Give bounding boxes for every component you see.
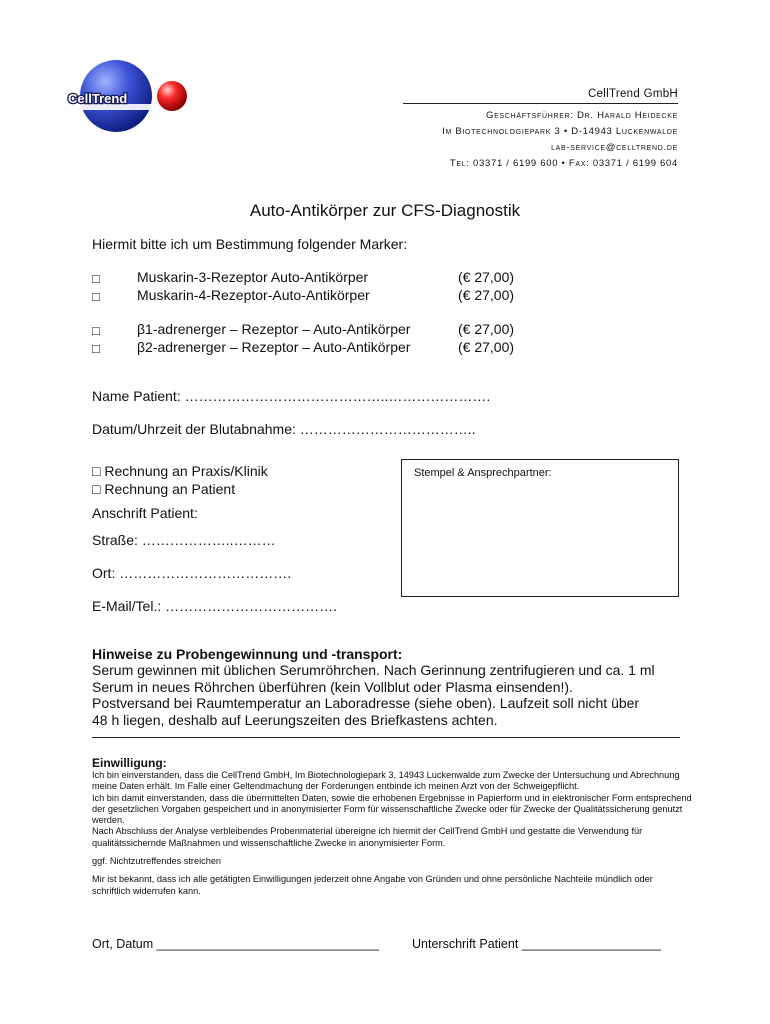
marker-price-b1: (€ 27,00): [458, 321, 515, 337]
consent-section: [92, 756, 692, 897]
patient-name-field[interactable]: Name Patient: ……………………………………..………………….: [92, 388, 491, 404]
marker-price-b2: (€ 27,00): [458, 339, 515, 355]
header-address: Im Biotechnologiepark 3 • D-14943 Luckenwalde: [442, 126, 678, 137]
consent-heading: Einwilligung:: [92, 756, 167, 770]
place-date-signature-line[interactable]: Ort, Datum ________________________________: [92, 937, 380, 951]
patient-signature-line[interactable]: Unterschrift Patient ____________________: [412, 937, 661, 951]
marker-label-m4: Muskarin-4-Rezeptor-Auto-Antikörper: [137, 287, 370, 303]
street-field[interactable]: Straße: ………………..………: [92, 532, 276, 548]
marker-label-b1: β1-adrenerger – Rezeptor – Auto-Antikörper: [137, 321, 411, 337]
patient-address-label: Anschrift Patient:: [92, 505, 198, 521]
instructions-line: 48 h liegen, deshalb auf Leerungszeiten des Briefkastens achten.: [92, 711, 498, 728]
stamp-box[interactable]: [401, 459, 679, 597]
header-divider: [403, 103, 678, 104]
header-email: lab-service@celltrend.de: [551, 142, 678, 153]
celltrend-logo: [60, 58, 200, 138]
header-phone-fax: Tel: 03371 / 6199 600 • Fax: 03371 / 6199 604: [449, 158, 678, 169]
form-title: Auto-Antikörper zur CFS-Diagnostik: [249, 201, 521, 220]
section-divider: [92, 737, 680, 738]
consent-paragraph-storage: Ich bin damit einverstanden, dass die übermittelten Daten, sowie die erhobenen Ergebnisse in Papierform und in elektronischer Form entsprechend der gesetzlichen Vorgaben gespeichert und in anonymisierter Form für wissenschaftliche Zwecke oder für Zwecke der Qualitätssicherung genutzt werden.: [92, 792, 692, 826]
marker-label-b2: β2-adrenerger – Rezeptor – Auto-Antikörper: [137, 339, 411, 355]
invoice-option-patient[interactable]: □ Rechnung an Patient: [92, 481, 236, 497]
marker-price-m3: (€ 27,00): [458, 269, 515, 285]
email-phone-field[interactable]: E-Mail/Tel.: ……………………………….: [92, 598, 338, 614]
marker-checkbox-m4[interactable]: □: [92, 289, 100, 304]
city-field[interactable]: Ort: ……………………………….: [92, 565, 292, 581]
stamp-label: Stempel & Ansprechpartner:: [414, 467, 552, 479]
instructions-line: Postversand bei Raumtemperatur an Laboradresse (siehe oben). Laufzeit soll nicht über: [92, 695, 640, 712]
instructions-line: Serum in neues Röhrchen überführen (kein Vollblut oder Plasma einsenden!).: [92, 678, 573, 695]
logo-text: CellTrend: [68, 91, 128, 106]
consent-paragraph-material: Nach Abschluss der Analyse verbleibendes Probenmaterial übereigne ich hiermit der CellTrend GmbH und gestatte die Verwendung für qualitätssichernde Maßnahmen und wissenschaftliche Zwecke in anonymisierter Form.: [92, 826, 643, 848]
marker-checkbox-b1[interactable]: □: [92, 323, 100, 338]
marker-label-m3: Muskarin-3-Rezeptor Auto-Antikörper: [137, 269, 369, 285]
invoice-option-practice[interactable]: □ Rechnung an Praxis/Klinik: [92, 463, 268, 479]
company-name: CellTrend GmbH: [587, 88, 678, 100]
instructions-heading: Hinweise zu Probengewinnung und -transport:: [92, 646, 403, 662]
instructions-line: Serum gewinnen mit üblichen Serumröhrchen. Nach Gerinnung zentrifugieren und ca. 1 ml: [92, 662, 655, 679]
marker-price-m4: (€ 27,00): [458, 287, 515, 303]
consent-revocation: Mir ist bekannt, dass ich alle getätigten Einwilligungen jederzeit ohne Angabe von Gründen und ohne persönliche Nachteile mündlich oder schriftlich widerrufen kann.: [92, 874, 653, 896]
marker-checkbox-b2[interactable]: □: [92, 341, 100, 356]
intro-text: Hiermit bitte ich um Bestimmung folgender Marker:: [92, 236, 408, 252]
consent-strike-note: ggf. Nichtzutreffendes streichen: [92, 856, 222, 867]
header-manager: Geschäftsführer: Dr. Harald Heidecke: [486, 110, 678, 121]
sample-instructions: [92, 646, 692, 728]
blood-draw-datetime-field[interactable]: Datum/Uhrzeit der Blutabnahme: ………………………………..: [92, 421, 476, 437]
marker-checkbox-m3[interactable]: □: [92, 271, 100, 286]
consent-paragraph-data: Ich bin einverstanden, dass die CellTrend GmbH, Im Biotechnologiepark 3, 14943 Luckenwalde zum Zwecke der Untersuchung und Abrechnung meine Daten erhält. Im Falle einer Geltendmachung der Forderungen entbinde ich meinen Arzt von der Schweigepflicht.: [92, 770, 680, 792]
